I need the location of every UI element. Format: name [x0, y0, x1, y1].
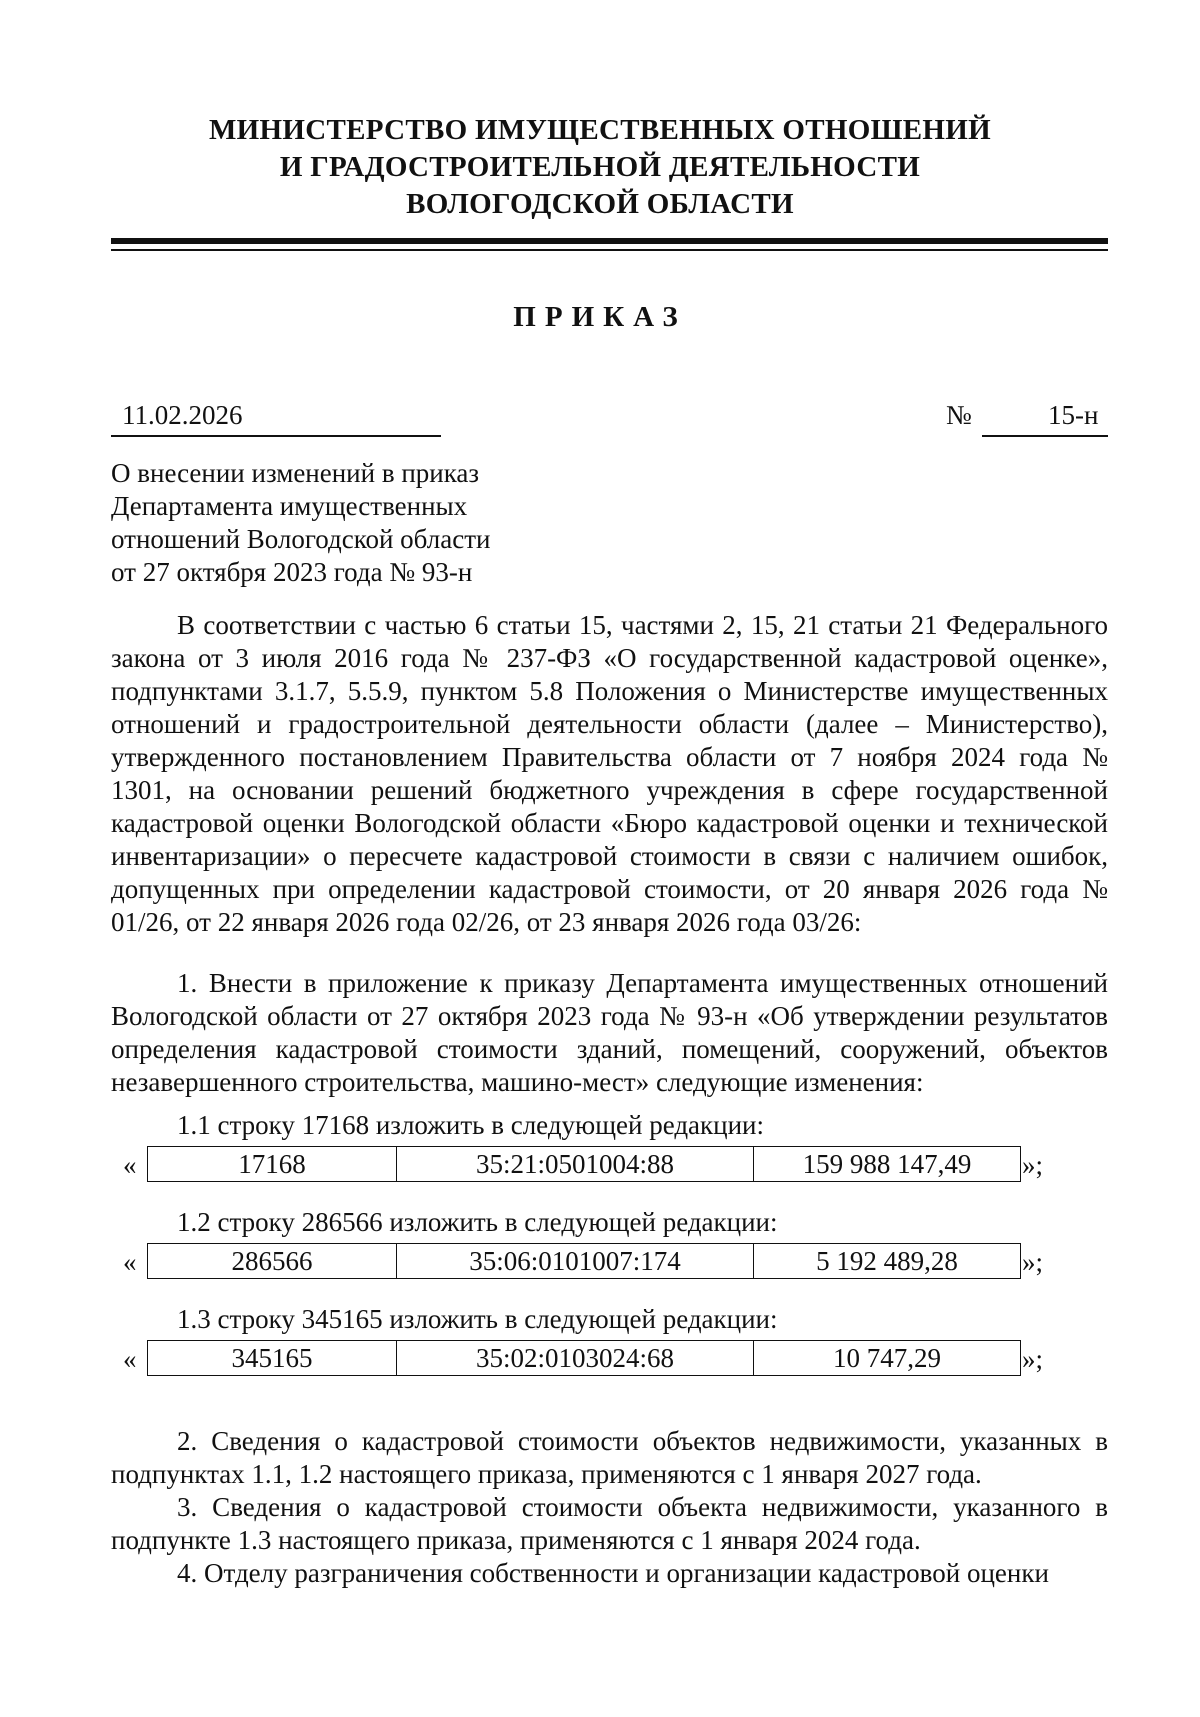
opening-quote: «	[123, 1150, 137, 1180]
order-number: 15-н	[1048, 400, 1099, 430]
cadastral-number-cell: 35:02:0103024:68	[397, 1341, 754, 1376]
ministry-header	[0, 112, 1200, 223]
subject-line-4: от 27 октября 2023 года № 93-н	[111, 557, 473, 587]
item-2-paragraph: 2. Сведения о кадастровой стоимости объектов недвижимости, указанных в подпунктах 1.1, 1.2 настоящего приказа, применяются с 1 января 2027 года.	[111, 1426, 1108, 1489]
table-row	[148, 1244, 1021, 1279]
order-date: 11.02.2026	[122, 400, 243, 430]
subject-line-1: О внесении изменений в приказ	[111, 458, 480, 488]
header-divider-thin	[111, 249, 1108, 251]
subitem-1-1-heading: 1.1 строку 17168 изложить в следующей редакции:	[177, 1110, 765, 1140]
preamble-paragraph: В соответствии с частью 6 статьи 15, частями 2, 15, 21 статьи 21 Федерального закона от 3 июля 2016 года № 237-ФЗ «О государственной кадастровой оценке», подпунктами 3.1.7, 5.5.9, пунктом 5.8 Положения о Министерстве имущественных отношений и градостроительной деятельности области (далее – Министерство), утвержденного постановлением Правительства области от 7 ноября 2024 года № 1301, на основании решений бюджетного учреждения в сфере государственной кадастровой оценки Вологодской области «Бюро кадастровой оценки и технической инвентаризации» о пересчете кадастровой стоимости в связи с наличием ошибок, допущенных при определении кадастровой стоимости, от 20 января 2026 года № 01/26, от 22 января 2026 года 02/26, от 23 января 2026 года 03/26:	[111, 610, 1108, 937]
opening-quote: «	[123, 1247, 137, 1277]
cadastral-value-cell: 159 988 147,49	[754, 1147, 1021, 1182]
date-underline	[111, 435, 441, 437]
header-line-3: ВОЛОГОДСКОЙ ОБЛАСТИ	[406, 188, 794, 220]
subitem-1-2-row	[111, 1243, 1108, 1281]
subitem-1-2-heading: 1.2 строку 286566 изложить в следующей редакции:	[177, 1207, 778, 1237]
replacement-row-table	[147, 1243, 1021, 1279]
header-line-2: И ГРАДОСТРОИТЕЛЬНОЙ ДЕЯТЕЛЬНОСТИ	[279, 151, 921, 183]
cadastral-number-cell: 35:06:0101007:174	[397, 1244, 754, 1279]
order-subject	[111, 457, 581, 589]
subitem-1-3-row	[111, 1340, 1108, 1378]
closing-quote: »;	[1022, 1150, 1044, 1180]
subject-line-2: Департамента имущественных	[111, 491, 468, 521]
table-row	[148, 1341, 1021, 1376]
item-4-paragraph: 4. Отделу разграничения собственности и организации кадастровой оценки	[177, 1558, 1049, 1588]
item-1-paragraph: 1. Внести в приложение к приказу Департамента имущественных отношений Вологодской области от 27 октября 2023 года № 93-н «Об утверждении результатов определения кадастровой стоимости зданий, помещений, сооружений, объектов незавершенного строительства, машино-мест» следующие изменения:	[111, 968, 1108, 1097]
cadastral-value-cell: 10 747,29	[754, 1341, 1021, 1376]
item-3-paragraph: 3. Сведения о кадастровой стоимости объекта недвижимости, указанного в подпункте 1.3 настоящего приказа, применяются с 1 января 2024 года.	[111, 1492, 1108, 1555]
row-number-cell: 286566	[148, 1244, 397, 1279]
table-row	[148, 1147, 1021, 1182]
number-underline	[982, 435, 1108, 437]
replacement-row-table	[147, 1340, 1021, 1376]
subject-line-3: отношений Вологодской области	[111, 524, 491, 554]
document-type-title: ПРИКАЗ	[513, 301, 687, 333]
number-sign: №	[946, 400, 972, 430]
closing-quote: »;	[1022, 1344, 1044, 1374]
row-number-cell: 17168	[148, 1147, 397, 1182]
header-divider-thick	[111, 238, 1108, 244]
closing-quote: »;	[1022, 1247, 1044, 1277]
cadastral-number-cell: 35:21:0501004:88	[397, 1147, 754, 1182]
header-line-1: МИНИСТЕРСТВО ИМУЩЕСТВЕННЫХ ОТНОШЕНИЙ	[208, 114, 991, 146]
subitem-1-1-row	[111, 1146, 1108, 1184]
row-number-cell: 345165	[148, 1341, 397, 1376]
opening-quote: «	[123, 1344, 137, 1374]
subitem-1-3-heading: 1.3 строку 345165 изложить в следующей редакции:	[177, 1304, 778, 1334]
replacement-row-table	[147, 1146, 1021, 1182]
cadastral-value-cell: 5 192 489,28	[754, 1244, 1021, 1279]
